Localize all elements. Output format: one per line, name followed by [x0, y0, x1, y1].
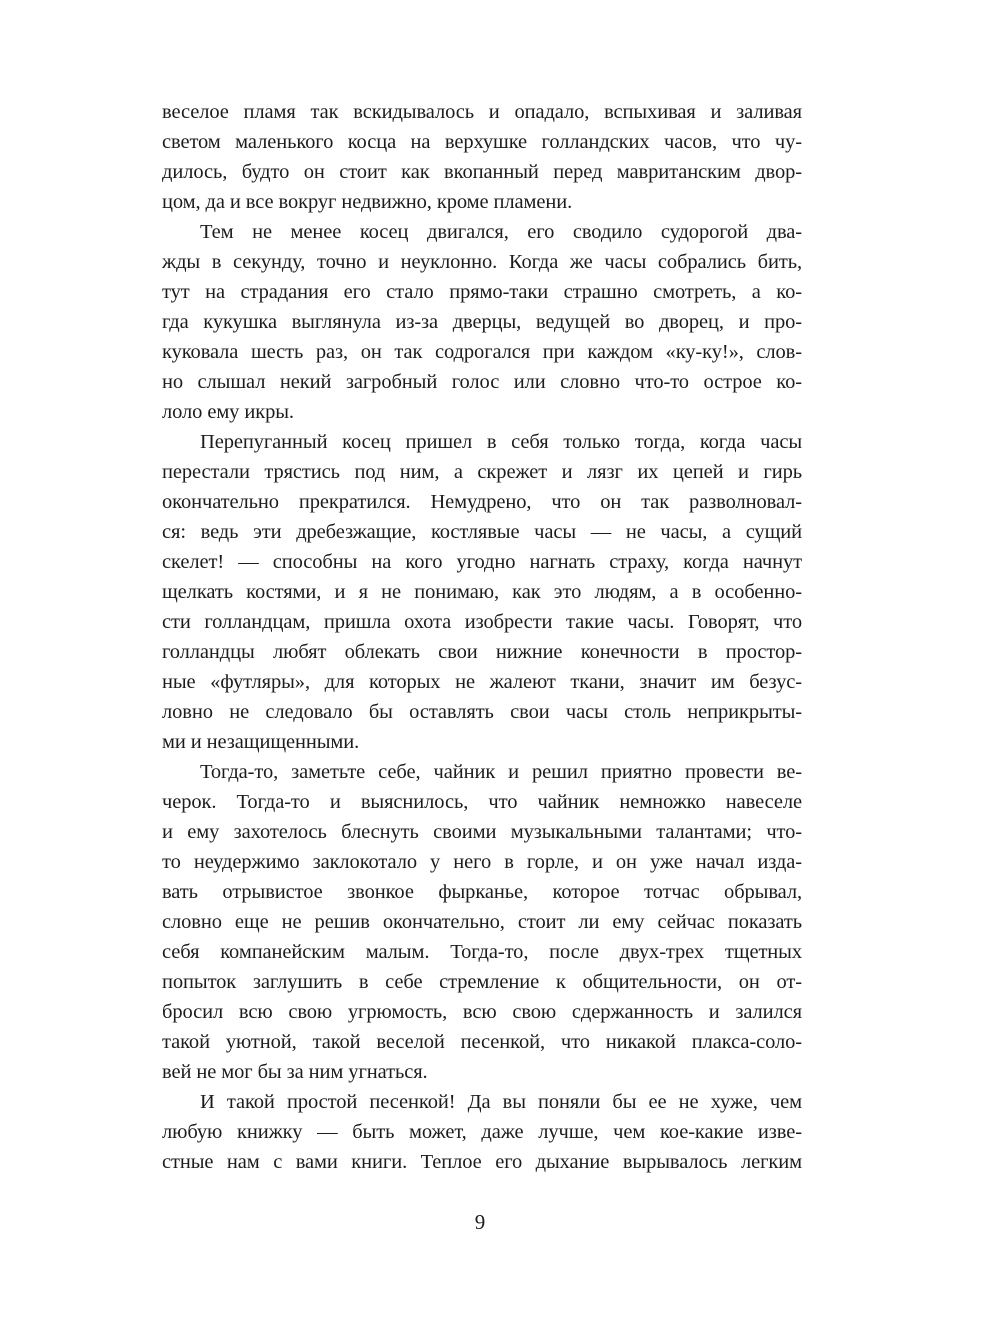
text-line: тут на страдания его стало прямо-таки страшно смотреть, а ко- — [162, 281, 802, 303]
text-line: то неудержимо заклокотало у него в горле, и он уже начал изда- — [162, 851, 802, 873]
text-line: перестали трястись под ним, а скрежет и лязг их цепей и гирь — [162, 461, 802, 483]
text-line: светом маленького косца на верхушке голландских часов, что чу- — [162, 131, 802, 153]
text-line: щелкать костями, и я не понимаю, как это людям, а в особенно- — [162, 581, 802, 603]
text-line: И такой простой песенкой! Да вы поняли бы ее не хуже, чем — [200, 1091, 802, 1113]
text-line: Тогда-то, заметьте себе, чайник и решил приятно провести ве- — [200, 761, 802, 783]
text-line: дилось, будто он стоит как вкопанный перед мавританским двор- — [162, 161, 802, 183]
text-line: ми и незащищенными. — [162, 731, 360, 753]
paragraph — [162, 1087, 802, 1177]
text-line: ловно не следовало бы оставлять свои часы столь неприкрыты- — [162, 701, 802, 723]
text-line: но слышал некий загробный голос или словно что-то острое ко- — [162, 371, 802, 393]
text-line: вей не мог бы за ним угнаться. — [162, 1061, 428, 1083]
text-line: Перепуганный косец пришел в себя только тогда, когда часы — [200, 431, 802, 453]
text-line: бросил всю свою угрюмость, всю свою сдержанность и залился — [162, 1001, 802, 1023]
text-line: словно еще не решив окончательно, стоит ли ему сейчас показать — [162, 911, 802, 933]
paragraph — [162, 757, 802, 1087]
text-line: вать отрывистое звонкое фырканье, которое тотчас обрывал, — [162, 881, 802, 903]
text-line: куковала шесть раз, он так содрогался при каждом «ку-ку!», слов- — [162, 341, 802, 363]
text-line: цом, да и все вокруг недвижно, кроме пламени. — [162, 191, 573, 213]
page-body — [162, 97, 802, 1177]
text-line: стные нам с вами книги. Теплое его дыхание вырывалось легким — [162, 1151, 802, 1173]
text-line: и ему захотелось блеснуть своими музыкальными талантами; что- — [162, 821, 802, 843]
paragraph — [162, 97, 802, 217]
text-line: сти голландцам, пришла охота изобрести такие часы. Говорят, что — [162, 611, 802, 633]
text-line: ся: ведь эти дребезжащие, костлявые часы — не часы, а сущий — [162, 521, 802, 543]
text-line: веселое пламя так вскидывалось и опадало, вспыхивая и заливая — [162, 101, 802, 123]
text-line: жды в секунду, точно и неуклонно. Когда же часы собрались бить, — [162, 251, 802, 273]
text-line: окончательно прекратился. Немудрено, что он так разволновал- — [162, 491, 802, 513]
text-line: голландцы любят облекать свои нижние конечности в простор- — [162, 641, 802, 663]
paragraph — [162, 427, 802, 757]
page-number: 9 — [474, 1210, 486, 1234]
text-line: любую книжку — быть может, даже лучше, чем кое-какие изве- — [162, 1121, 802, 1143]
text-line: Тем не менее косец двигался, его сводило судорогой два- — [200, 221, 802, 243]
text-line: лоло ему икры. — [162, 401, 294, 423]
text-line: черок. Тогда-то и выяснилось, что чайник немножко навеселе — [162, 791, 802, 813]
text-line: себя компанейским малым. Тогда-то, после двух-трех тщетных — [162, 941, 802, 963]
text-line: попыток заглушить в себе стремление к общительности, он от- — [162, 971, 802, 993]
text-line: ные «футляры», для которых не жалеют ткани, значит им безус- — [162, 671, 802, 693]
text-line: скелет! — способны на кого угодно нагнать страху, когда начнут — [162, 551, 802, 573]
text-line: такой уютной, такой веселой песенкой, что никакой плакса-соло- — [162, 1031, 802, 1053]
paragraph — [162, 217, 802, 427]
text-line: гда кукушка выглянула из-за дверцы, ведущей во дворец, и про- — [162, 311, 802, 333]
